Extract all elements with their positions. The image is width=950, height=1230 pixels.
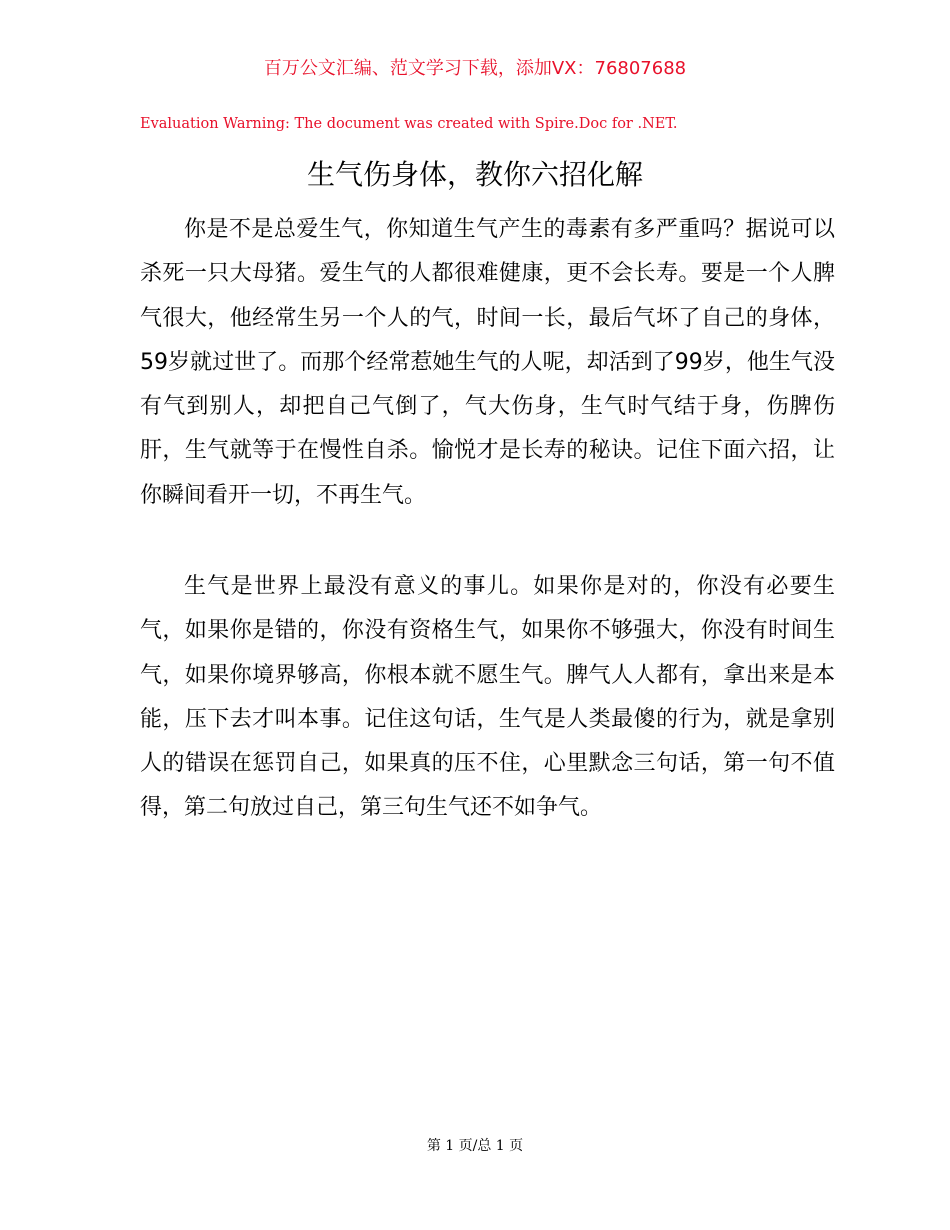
body-paragraph-1: 你是不是总爱生气，你知道生气产生的毒素有多严重吗？据说可以杀死一只大母猪。爱生气的人都很难健康，更不会长寿。要是一个人脾气很大，他经常生另一个人的气，时间一长，最后气坏了自己的身体，59岁就过世了。而那个经常惹她生气的人呢，却活到了99岁，他生气没有气到别人，却把自己气倒了，气大伤身，生气时气结于身，伤脾伤肝，生气就等于在慢性自杀。愉悦才是长寿的秘诀。记住下面六招，让你瞬间看开一切，不再生气。 — [140, 217, 835, 508]
header-promo-text: 百万公文汇编、范文学习下载，添加VX：76807688 — [263, 58, 687, 79]
evaluation-warning: Evaluation Warning: The document was created with Spire.Doc for .NET. — [140, 116, 678, 132]
page-footer: 第 1 页/总 1 页 — [426, 1138, 524, 1154]
document-title: 生气伤身体，教你六招化解 — [306, 158, 643, 191]
body-paragraph-2: 生气是世界上最没有意义的事儿。如果你是对的，你没有必要生气，如果你是错的，你没有资格生气，如果你不够强大，你没有时间生气，如果你境界够高，你根本就不愿生气。脾气人人都有，拿出来是本能，压下去才叫本事。记住这句话，生气是人类最傻的行为，就是拿别人的错误在惩罚自己，如果真的压不住，心里默念三句话，第一句不值得，第二句放过自己，第三句生气还不如争气。 — [140, 574, 835, 821]
